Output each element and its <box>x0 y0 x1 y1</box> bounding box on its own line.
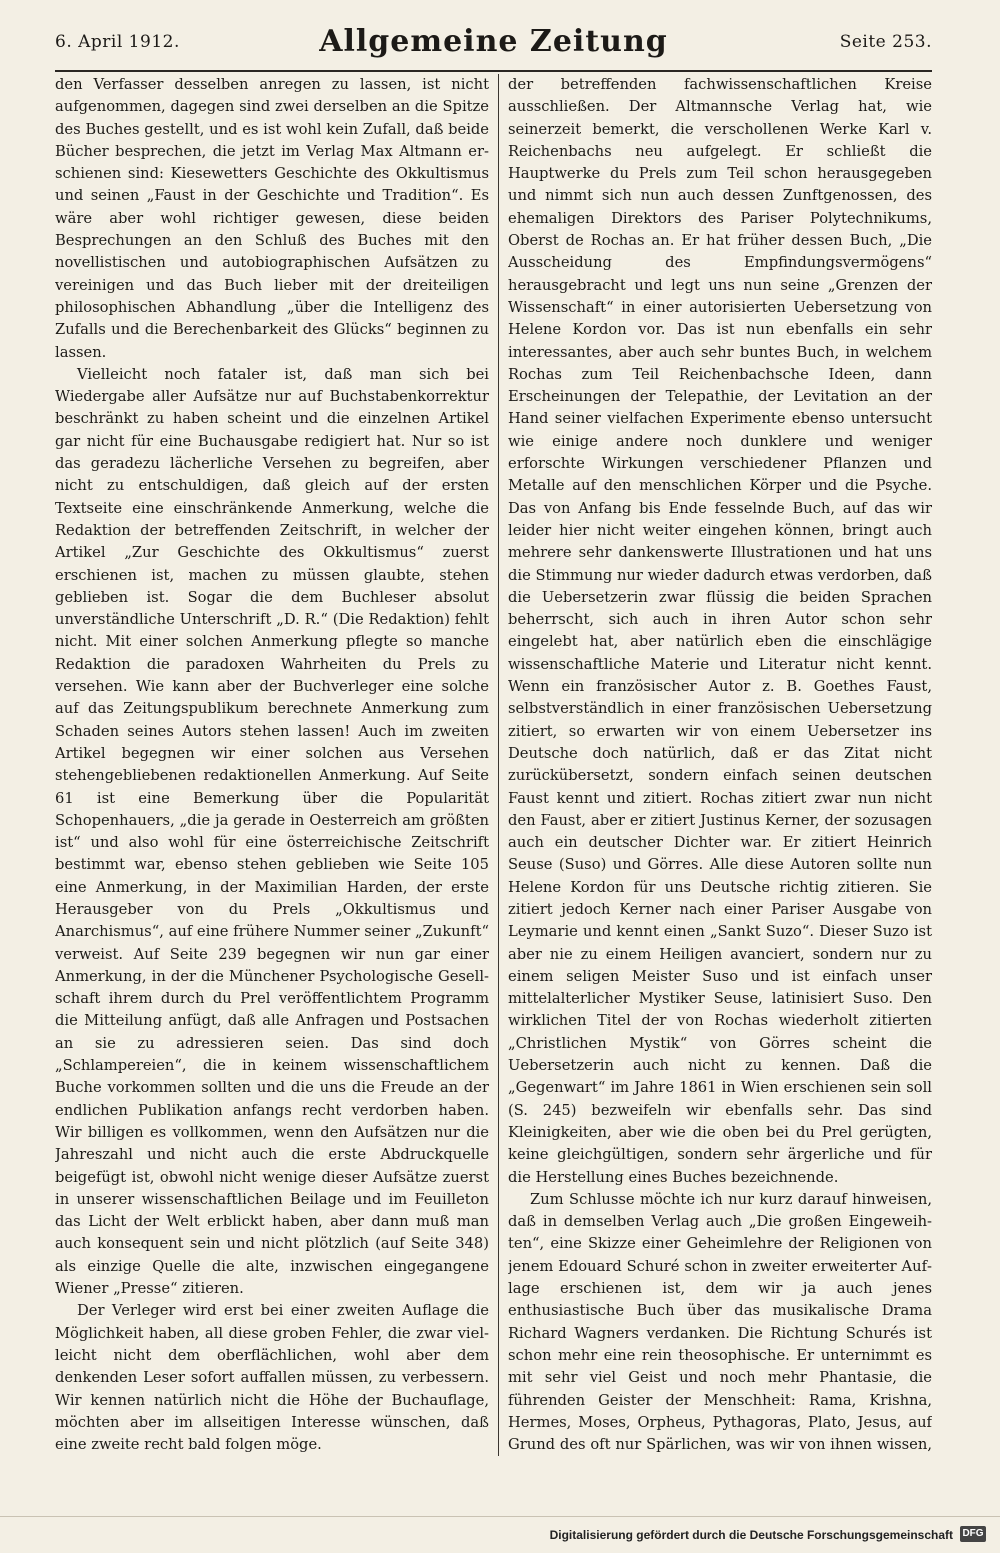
page-number: Seite 253. <box>839 32 932 52</box>
right-column <box>508 74 932 1456</box>
paragraph: der betreffenden fachwissenschaftlichen Kreise ausschließen. Der Altmannsche Verlag hat, wie seinerzeit bemerkt, die verschollenen Werke Karl v. Reichenbachs neu aufgelegt. Er schließt die Hauptwerke du Prels zum Teil schon herausgegeben und nimmt sich nun auch dessen Zunftgenossen, des ehemaligen Direktors des Pariser Polytechnikums, Oberst de Rochas an. Er hat früher dessen Buch, „Die Ausscheidung des Empfindungsvermögens“ herausgebracht und legt uns nun seine „Grenzen der Wissenschaft“ in einer autorisierten Uebersetzung von Helene Kordon vor. Das ist nun ebenfalls ein sehr interessantes, aber auch sehr buntes Buch, in welchem Rochas zum Teil Reichenbachsche Ideen, dann Erscheinungen der Telepathie, der Levitation an der Hand seiner vielfachen Experimente ebenso untersucht wie einige andere noch dunklere und weniger erforschte Wirkungen verschiedener Pflanzen und Metalle auf den menschlichen Körper und die Psyche. Das von Anfang bis Ende fesselnde Buch, auf das wir leider hier nicht weiter eingehen können, bringt auch mehrere sehr dankenswerte Illustrationen und hat uns die Stimmung nur wieder dadurch etwas verdorben, daß die Uebersetzerin zwar flüssig die beiden Sprachen beherrscht, sich auch in ihren Autor schon sehr eingelebt hat, aber natürlich eben die einschlägige wissenschaftliche Materie und Literatur nicht kennt. Wenn ein französischer Autor z. B. Goethes Faust, selbstverständlich in einer französischen Uebersetzung zitiert, so erwarten wir von einem Uebersetzer ins Deutsche doch natürlich, daß er das Zitat nicht zurückübersetzt, sondern einfach seinen deutschen Faust kennt und zitiert. Rochas zitiert zwar nun nicht den Faust, aber er zitiert Justinus Kerner, der sozusagen auch ein deutscher Dichter war. Er zitiert Heinrich Seuse (Suso) und Görres. Alle diese Autoren sollte nun Helene Kordon für uns Deutsche richtig zitieren. Sie zitiert jedoch Kerner nach einer Pariser Ausgabe von Leymarie und kennt einen „Sankt Suzo“. Dieser Suzo ist aber nie zu einem Heiligen avanciert, sondern nur zu einem seligen Meister Suso und ist einfach unser mittelalterlicher Mystiker Seuse, latinisiert Suso. Den wirklichen Titel der von Rochas wiederholt zitierten „Christlichen Mystik“ von Görres scheint die Uebersetzerin auch nicht zu kennen. Daß die „Gegenwart“ im Jahre 1861 in Wien erschienen sein soll (S. 245) bezweifeln wir ebenfalls sehr. Das sind Kleinigkeiten, aber wie die oben bei du Prel gerügten, keine gleichgültigen, sondern sehr ärgerliche und für die Herstellung eines Buches bezeichnende. <box>508 76 932 1186</box>
paragraph: Der Verleger wird erst bei einer zweiten Auflage die Möglichkeit haben, all diese groben Fehler, die zwar vielleicht nicht dem oberflächlichen, wohl aber dem denkenden Leser sofort auffallen müssen, zu verbessern. Wir kennen natürlich nicht die Höhe der Buchauflage, möchten aber im allseitigen Interesse wünschen, daß eine zweite recht bald folgen möge. <box>55 1302 489 1454</box>
funding-credit: Digitalisierung gefördert durch die Deutsche Forschungsgemeinschaft <box>549 1528 953 1542</box>
paragraph: Zum Schlusse möchte ich nur kurz darauf hinweisen, daß in demselben Verlag auch „Die großen Eingeweihten“, eine Skizze einer Geheimlehre der Religionen von jenem Edouard Schuré schon in zweiter erweiterter Auflage erschienen ist, dem wir ja auch jenes enthusiastische Buch über das musikalische Drama Richard Wagners verdanken. Die Richtung Schurés ist schon mehr eine rein theosophische. Er unternimmt es mit sehr viel Geist und noch mehr Phantasie, die führenden Geister der Menschheit: Rama, Krishna, Hermes, Moses, Orpheus, Pythagoras, Plato, Jesus, auf Grund des oft nur Spärlichen, was wir von ihnen wissen, <box>508 1190 932 1454</box>
dfg-logo-icon: DFG <box>960 1526 986 1542</box>
newspaper-title: Allgemeine Zeitung <box>319 24 668 59</box>
paragraph: Vielleicht noch fataler ist, daß man sich bei Wiedergabe aller Aufsätze nur auf Buchstabenkorrektur beschränkt zu haben scheint und die einzelnen Artikel gar nicht für eine Buchausgabe redigiert hat. Nur so ist das geradezu lächerliche Versehen zu begreifen, aber nicht zu entschuldigen, daß gleich auf der ersten Textseite eine einschränkende Anmerkung, welche die Redaktion der betreffenden Zeitschrift, in welcher der Artikel „Zur Geschichte des Okkultismus“ zuerst erschienen ist, machen zu müssen glaubte, stehen geblieben ist. Sogar die dem Buchleser absolut unverständliche Unterschrift „D. R.“ (Die Redaktion) fehlt nicht. Mit einer solchen Anmerkung pflegte so manche Redaktion die paradoxen Wahrheiten du Prels zu versehen. Wie kann aber der Buchverleger eine solche auf das Zeitungspublikum berechnete Anmerkung zum Schaden seines Autors stehen lassen! Auch im zweiten Artikel begegnen wir einer solchen aus Versehen stehengebliebenen redaktionellen Anmerkung. Auf Seite 61 ist eine Bemerkung über die Popularität Schopenhauers, „die ja gerade in Oesterreich am größten ist“ und also wohl für eine österreichische Zeitschrift bestimmt war, ebenso stehen geblieben wie Seite 105 eine Anmerkung, in der Maximilian Harden, der erste Herausgeber von du Prels „Okkultismus und Anarchismus“, auf eine frühere Nummer seiner „Zukunft“ verweist. Auf Seite 239 begegnen wir nun gar einer Anmerkung, in der die Münchener Psychologische Gesellschaft ihrem durch du Prel veröffentlichtem Programm die Mitteilung anfügt, daß alle Anfragen und Postsachen an sie zu adressieren seien. Das sind doch „Schlampereien“, die in keinem wissenschaftlichem Buche vorkommen sollten und die uns die Freude an der endlichen Publikation anfangs recht verdorben haben. Wir billigen es vollkommen, wenn den Aufsätzen nur die Jahreszahl und nicht auch die erste Abdruckquelle beigefügt ist, obwohl nicht wenige dieser Aufsätze zuerst in unserer wissenschaftlichen Beilage und im Feuilleton das Licht der Welt erblickt haben, aber dann muß man auch konsequent sein und nicht plötzlich (auf Seite 348) als einzige Quelle die alte, inzwischen eingegangene Wiener „Presse“ zitieren. <box>55 365 489 1298</box>
page-header <box>55 24 932 72</box>
column-divider <box>498 74 499 1456</box>
paragraph: den Verfasser desselben anregen zu lassen, ist nicht aufgenommen, dagegen sind zwei derselben an die Spitze des Buches gestellt, und es ist wohl kein Zufall, daß beide Bücher besprechen, die jetzt im Verlag Max Altmann erschienen sind: Kiesewetters Geschichte des Okkultismus und seinen „Faust in der Geschichte und Tradition“. Es wäre aber wohl richtiger gewesen, diese beiden Besprechungen an den Schluß des Buches mit den novellistischen und autobiographischen Aufsätzen zu vereinigen und das Buch lieber mit der dreiteiligen philosophischen Abhandlung „über die Intelligenz des Zufalls und die Berechenbarkeit des Glücks“ beginnen zu lassen. <box>55 76 489 361</box>
left-column <box>55 74 489 1456</box>
issue-date: 6. April 1912. <box>55 32 180 52</box>
footer-divider <box>0 1516 1000 1517</box>
digitization-footer <box>0 1516 1000 1553</box>
